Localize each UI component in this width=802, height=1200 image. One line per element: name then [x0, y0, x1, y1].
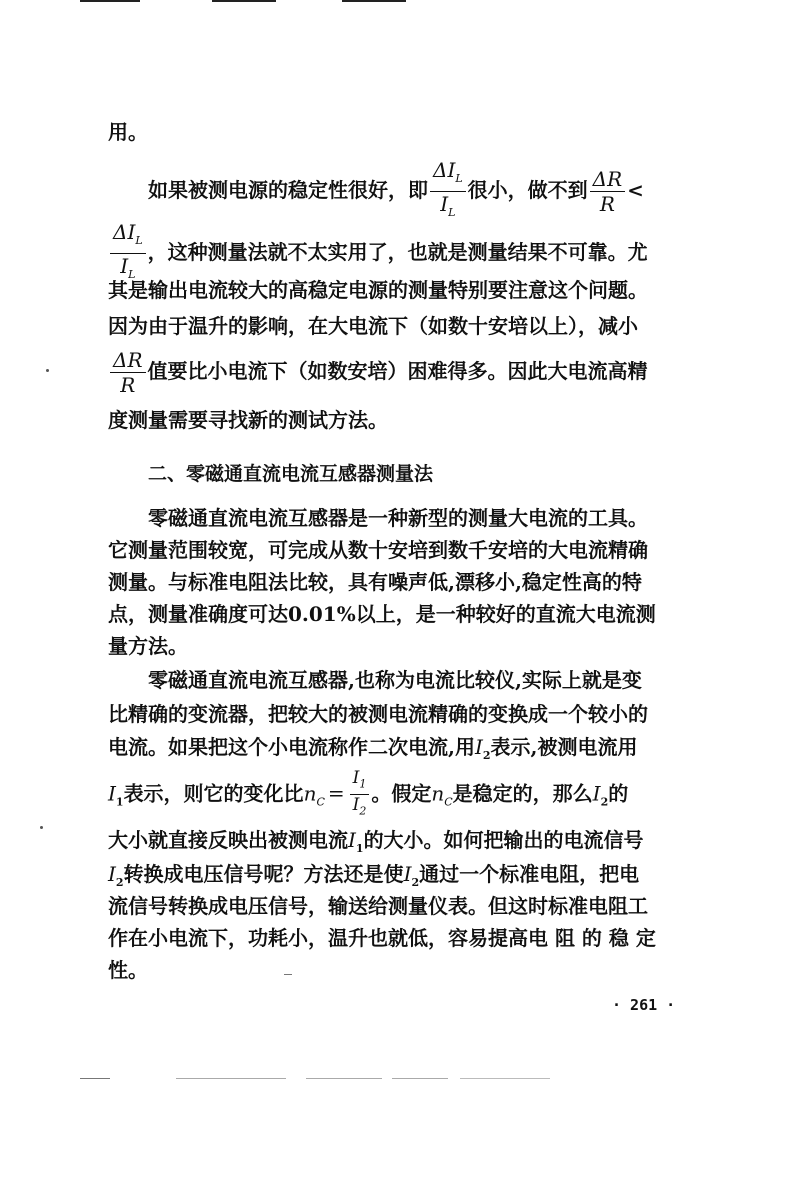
- text-line-7: [108, 406, 688, 434]
- paragraph-1-line-1: [148, 504, 728, 532]
- line-text: 流信号转换成电压信号，输送给测量仪表。但这时标准电阻工: [108, 894, 648, 918]
- line-text: 测量。与标准电阻法比较，具有噪声低,漂移小,稳定性高的特: [108, 570, 642, 594]
- line-text: 表示，则它的变化比: [123, 781, 304, 806]
- top-rule-3: [342, 0, 406, 2]
- paragraph-1-line-2: [108, 536, 688, 564]
- line-text: 因为由于温升的影响，在大电流下（如数十安培以上），减小: [108, 314, 638, 338]
- line-text: 很小，做不到: [467, 178, 588, 202]
- line-text: 量方法。: [108, 634, 188, 658]
- less-than-sign: <: [627, 178, 644, 202]
- math-symbol: n: [431, 781, 445, 806]
- math-symbol: I: [352, 768, 360, 788]
- line-text: 其是输出电流较大的高稳定电源的测量特别要注意这个问题。: [108, 278, 648, 302]
- fraction-dR-over-R: $\frac{\Delta R}{R}$: [590, 167, 626, 216]
- math-symbol: I: [120, 254, 129, 278]
- math-symbol: I: [440, 192, 449, 216]
- heading-text: 二、零磁通直流电流互感器测量法: [148, 463, 434, 485]
- math-subscript: 1: [359, 777, 367, 791]
- line-text: 值要比小电流下（如数安培）困难得多。因此大电流高精: [147, 359, 648, 383]
- line-text: 转换成电压信号呢？方法还是使: [123, 862, 404, 886]
- paragraph-2-line-2: [108, 700, 688, 728]
- paragraph-2-line-9: [108, 956, 688, 984]
- math-subscript: 2: [115, 876, 124, 889]
- line-text: 比精确的变流器，把较大的被测电流精确的变换成一个较小的: [108, 702, 648, 726]
- line-text: 零磁通直流电流互感器,也称为电流比较仪,实际上就是变: [148, 668, 642, 692]
- paragraph-1-line-5: [108, 632, 688, 660]
- line-text: 电流。如果把这个小电流称作二次电流,用: [108, 735, 475, 759]
- line-text: 大小就直接反映出被测电流: [108, 828, 348, 852]
- line-text: 通过一个标准电阻，把电: [419, 862, 640, 886]
- math-symbol: I: [592, 781, 601, 806]
- math-subscript: L: [135, 234, 143, 247]
- math-symbol: ΔI: [433, 158, 456, 182]
- math-subscript: C: [444, 795, 453, 809]
- scan-mark: [460, 1078, 550, 1079]
- top-rule-1: [80, 0, 140, 2]
- fraction-dIL-over-IL: [430, 158, 466, 225]
- scan-speck: [40, 826, 43, 829]
- paragraph-2-line-7: [108, 892, 688, 920]
- line-text: 用。: [108, 120, 148, 144]
- line-text: 度测量需要寻找新的测试方法。: [108, 408, 388, 432]
- line-text: ，这种测量法就不太实用了，也就是测量结果不可靠。尤: [147, 240, 648, 264]
- math-symbol: ΔI: [113, 220, 136, 244]
- math-subscript: C: [316, 795, 325, 809]
- text-line-5: [108, 312, 688, 340]
- paragraph-2-line-4: [108, 768, 688, 822]
- section-heading: [148, 460, 728, 488]
- math-subscript: 2: [600, 795, 609, 809]
- math-subscript: 2: [411, 876, 420, 889]
- line-text: 它测量范围较宽，可完成从数十安培到数千安培的大电流精确: [108, 538, 648, 562]
- math-symbol: I: [403, 862, 412, 886]
- math-symbol: n: [303, 781, 317, 806]
- math-subscript: 1: [115, 795, 124, 809]
- scan-mark: [80, 1078, 110, 1079]
- math-symbol: I: [108, 862, 116, 886]
- scan-mark: [284, 974, 292, 975]
- paragraph-2-line-1: [148, 666, 728, 694]
- fraction-dR-over-R: $\frac{\Delta R}{R}$: [110, 348, 146, 397]
- paragraph-2-line-5: [108, 826, 688, 863]
- line-text: 作在小电流下，功耗小，温升也就低，容易提高电 阻 的 稳 定: [108, 926, 656, 950]
- math-subscript: L: [128, 268, 136, 281]
- math-symbol: I: [108, 781, 116, 806]
- line-text: 性。: [108, 958, 148, 982]
- text-line-4: [108, 276, 688, 304]
- line-text: 是稳定的，那么: [452, 781, 593, 806]
- scan-mark: [306, 1078, 382, 1079]
- math-subscript: L: [448, 206, 456, 219]
- text-line-2: [148, 158, 728, 225]
- text-line-1: [108, 118, 688, 146]
- line-text: 如果被测电源的稳定性很好，即: [148, 178, 428, 202]
- paragraph-2-line-3: [108, 733, 688, 770]
- math-subscript: 2: [359, 804, 367, 818]
- line-text: 零磁通直流电流互感器是一种新型的测量大电流的工具。: [148, 506, 648, 530]
- line-text: 点，测量准确度可达0.01%以上，是一种较好的直流大电流测: [108, 602, 656, 626]
- math-symbol: I: [348, 828, 356, 852]
- math-subscript: 1: [355, 842, 364, 855]
- math-subscript: 2: [482, 749, 491, 762]
- math-symbol: I: [352, 795, 360, 816]
- scan-speck: [46, 369, 49, 372]
- line-text: 的: [608, 781, 629, 806]
- line-text: 表示,被测电流用: [490, 735, 638, 759]
- equals-sign: =: [327, 781, 345, 806]
- paragraph-1-line-3: [108, 568, 688, 596]
- fraction-I1-over-I2: [350, 768, 370, 822]
- math-symbol: I: [474, 735, 483, 759]
- page-number: · 261 ·: [612, 996, 676, 1014]
- paragraph-2-line-8: [108, 924, 688, 952]
- line-text: 。假定: [371, 781, 432, 806]
- scan-mark: [392, 1078, 448, 1079]
- math-subscript: L: [455, 172, 463, 185]
- paragraph-1-line-4: [108, 600, 688, 628]
- text-line-6: [108, 348, 688, 397]
- top-rule-2: [212, 0, 276, 2]
- scan-mark: [176, 1078, 286, 1079]
- line-text: 的大小。如何把输出的电流信号: [363, 828, 644, 852]
